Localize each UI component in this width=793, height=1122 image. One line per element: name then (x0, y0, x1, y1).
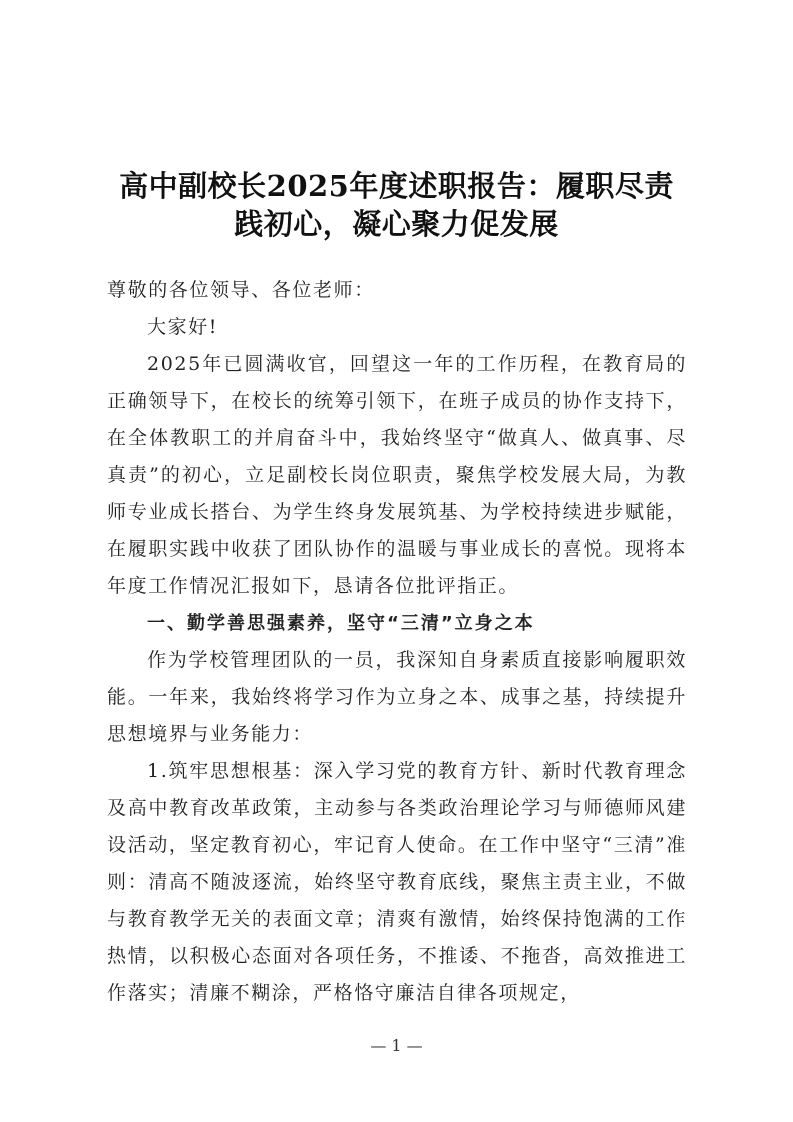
title-line-2: 践初心，凝心聚力促发展 (234, 207, 559, 242)
document-title (100, 167, 693, 243)
section-paragraph: 1.筑牢思想根基：深入学习党的教育方针、新时代教育理念及高中教育改革政策，主动参与各类政治理论学习与师德师风建设活动，坚定教育初心，牢记育人使命。在工作中坚守“三清”准则：清高不随波逐流，始终坚守教育底线，聚焦主责主业，不做与教育教学无关的表面文章；清爽有激情，始终保持饱满的工作热情，以积极心态面对各项任务，不推诿、不拖沓，高效推进工作落实；清廉不糊涂，严格恪守廉洁自律各项规定， (107, 760, 687, 1004)
document-body (107, 272, 687, 1012)
intro-paragraph: 2025年已圆满收官，回望这一年的工作历程，在教育局的正确领导下，在校长的统筹引领下，在班子成员的协作支持下，在全体教职工的并肩奋斗中，我始终坚守“做真人、做真事、尽真责”的初心，立足副校长岗位职责，聚焦学校发展大局，为教师专业成长搭台、为学生终身发展筑基、为学校持续进步赋能，在履职实践中收获了团队协作的温暖与事业成长的喜悦。现将本年度工作情况汇报如下，恳请各位批评指正。 (107, 353, 687, 597)
greeting: 大家好! (147, 316, 219, 338)
page-number: — 1 — (370, 1036, 423, 1055)
section-paragraph: 作为学校管理团队的一员，我深知自身素质直接影响履职效能。一年来，我始终将学习作为立身之本、成事之基，持续提升思想境界与业务能力： (107, 649, 687, 745)
title-line-1: 高中副校长2025年度述职报告：履职尽责 (119, 169, 674, 204)
section-heading-1: 一、勤学善思强素养，坚守“三清”立身之本 (147, 613, 535, 634)
salutation: 尊敬的各位领导、各位老师： (107, 279, 375, 301)
